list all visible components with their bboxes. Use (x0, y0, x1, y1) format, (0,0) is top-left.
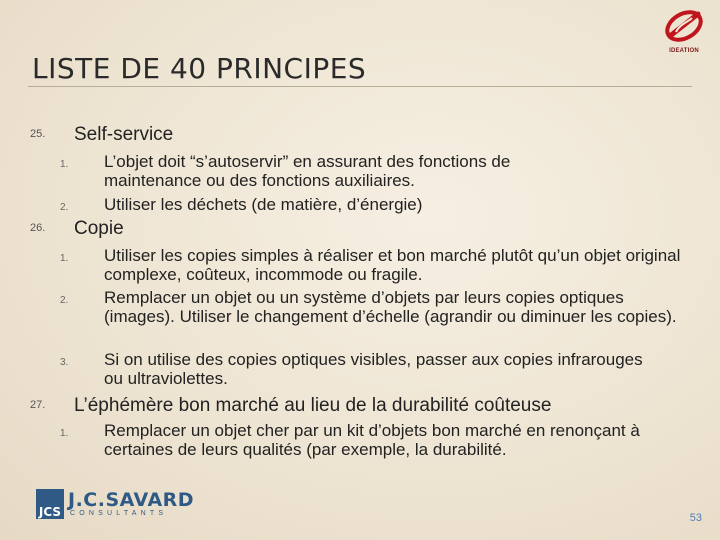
principle-title: L’éphémère bon marché au lieu de la durabilité coûteuse (74, 395, 552, 416)
brand-subtitle: CONSULTANTS (70, 510, 168, 517)
ideation-logo (662, 8, 706, 54)
page-number: 53 (689, 512, 702, 524)
item-number: 1. (60, 253, 69, 264)
title-divider (28, 86, 692, 87)
item-number: 3. (60, 357, 69, 368)
principle-number: 25. (30, 128, 46, 140)
item-number: 1. (60, 428, 69, 439)
jcs-mark-icon: JCS (36, 489, 64, 519)
item-number: 2. (60, 295, 69, 306)
principle-title: Self-service (74, 124, 174, 145)
item-number: 1. (60, 159, 69, 170)
principle-number: 27. (30, 399, 46, 411)
ideation-logo-text: IDEATION (669, 48, 699, 54)
item-text: Remplacer un objet ou un système d’objets par leurs copies optiques (images). Utiliser le changement d’échelle (agrandir ou diminuer les copies). (104, 288, 677, 326)
item-text: Utiliser les copies simples à réaliser et bon marché plutôt qu’un objet original complexe, coûteux, incommode ou fragile. (104, 246, 681, 284)
item-text: Si on utilise des copies optiques visibles, passer aux copies infrarouges ou ultraviolettes. (104, 350, 643, 388)
slide-title: LISTE DE 40 PRINCIPES (32, 52, 367, 85)
item-text: Utiliser les déchets (de matière, d’énergie) (104, 195, 423, 214)
principle-number: 26. (30, 222, 46, 234)
item-number: 2. (60, 202, 69, 213)
item-text: Remplacer un objet cher par un kit d’objets bon marché en renonçant à certaines de leurs qualités (par exemple, la durabilité. (104, 421, 640, 459)
ideation-logo-icon (662, 8, 706, 44)
item-text: L’objet doit “s’autoservir” en assurant des fonctions de maintenance ou des fonctions auxiliaires. (104, 152, 511, 190)
principle-title: Copie (74, 218, 124, 239)
brand-name: J.C.SAVARD (68, 489, 195, 511)
jcsavard-logo (36, 489, 195, 521)
